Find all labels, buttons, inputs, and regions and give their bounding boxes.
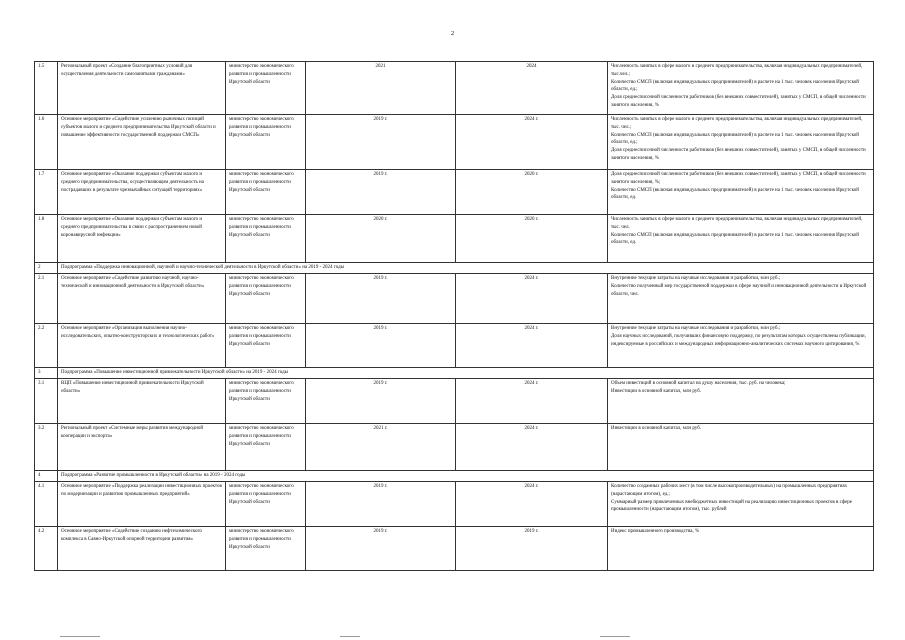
row-number: 3.2 (35, 424, 58, 471)
indicator-text: Доля среднесписочной численности работников (без внешних совместителей), занятых у СМСП, в общей численности занятого населения, % (611, 95, 866, 108)
table-row (35, 62, 874, 115)
indicator-text: Количество СМСП (включая индивидуальных предпринимателей) в расчете на 1 тыс. человек населения Иркутской области, ед.; (611, 79, 859, 93)
indicator-text: Количество полученный мер государственной поддержки в сфере научной и инновационной деятельности в Иркутской области, чел. (611, 283, 867, 297)
row-number: 1.6 (35, 115, 58, 170)
indicators-cell (608, 62, 874, 115)
indicators-cell (608, 424, 874, 471)
row-number: 2.1 (35, 274, 58, 324)
row-number: 3.1 (35, 379, 58, 424)
indicator-text: Доля среднесписочной численности работников (без внешних совместителей), занятых у СМСП, в общей численности занятого населения, % (611, 148, 866, 161)
end-year: 2024 г. (456, 424, 608, 471)
indicator-text: Количество СМСП (включая индивидуальных предпринимателей) в расчете на 1 тыс. человек населения Иркутской области, ед.; (611, 132, 859, 146)
indicators-cell (608, 324, 874, 368)
table-row (35, 527, 874, 571)
row-number: 1.7 (35, 170, 58, 215)
row-number: 4.2 (35, 527, 58, 571)
end-year: 2024 (456, 62, 608, 115)
start-year: 2019 г. (306, 274, 456, 324)
executor: министерство экономического развития и промышленности Иркутской области (226, 274, 306, 324)
indicators-cell (608, 274, 874, 324)
end-year: 2020 г. (456, 215, 608, 263)
section-row (35, 471, 874, 482)
indicators-cell (608, 527, 874, 571)
measure-name: Основное мероприятие «Оказание поддержки субъектам малого и среднего предпринимательства, осуществляющим деятельность на пострадавших в результате чрезвычайных ситуаций территориях» (58, 170, 226, 215)
indicator-text: Численность занятых в сфере малого и среднего предпринимательства, включая индивидуальных предпринимателей, тыс. чел. (611, 217, 863, 230)
start-year: 2019 г. (306, 379, 456, 424)
executor: министерство экономического развития и промышленности Иркутской области (226, 170, 306, 215)
measure-name: ВЦП «Повышение инвестиционной привлекательности Иркутской области» (58, 379, 226, 424)
row-number: 1.5 (35, 62, 58, 115)
scan-mark (60, 636, 100, 637)
indicator-text: Количество созданных рабочих мест (в том числе высокопроизводительных) на промышленных предприятиях (нарастающим итогом), ед.; (611, 484, 848, 497)
measure-name: Основное мероприятие «Оказание поддержки субъектам малого и среднего предпринимательства в связи с распространением новой коронавирусной инфекции» (58, 215, 226, 263)
indicator-text: Суммарный размер привлеченных внебюджетных инвестиций на реализацию инвестиционных проектов в сфере промышленности (нарастающим итогом), тыс. рублей (611, 499, 853, 513)
indicator-text: Количество СМСП (включая индивидуальных предпринимателей) в расчете на 1 тыс. человек населения Иркутской области, ед. (611, 232, 859, 246)
measure-name: Основное мероприятие «Содействие усилению рыночных позиций субъектов малого и среднего предпринимательства Иркутской области и повышение эффективности государственной поддержки СМСП» (58, 115, 226, 170)
table-row (35, 482, 874, 527)
end-year: 2024 г. (456, 115, 608, 170)
indicators-cell (608, 482, 874, 527)
indicator-text: Внутренние текущие затраты на научные исследования и разработки, млн руб.; (611, 276, 781, 281)
table-row (35, 424, 874, 471)
measure-name: Основное мероприятие «Содействие созданию нефтехимического комплекса в Саяно-Иркутской опорной территории развития» (58, 527, 226, 571)
program-table (34, 61, 874, 571)
table-row (35, 324, 874, 368)
indicator-text: Внутренние текущие затраты на научные исследования и разработки, млн руб.; (611, 326, 781, 331)
scan-mark (600, 636, 630, 637)
section-title: Подпрограмма «Поддержка инновационной, научной и научно-технической деятельности в Иркутской области» на 2019 - 2024 годы (58, 263, 874, 274)
indicator-text: Доля научных исследований, получивших финансовую поддержку, по результатам которых осуществлены публикации, индексируемые в российских и международных информационно-аналитических системах научного цитирования, % (611, 333, 866, 347)
indicator-text: Количество СМСП (включая индивидуальных предпринимателей) в расчете на 1 тыс. человек населения Иркутской области, ед. (611, 187, 859, 201)
indicators-cell (608, 170, 874, 215)
section-number: 4 (35, 471, 58, 482)
measure-name: Основное мероприятие «Содействие развитию научной, научно-технической и инновационной деятельности в Иркутской области» (58, 274, 226, 324)
section-number: 2 (35, 263, 58, 274)
executor: министерство экономического развития и промышленности Иркутской области (226, 424, 306, 471)
start-year: 2021 (306, 62, 456, 115)
indicators-cell (608, 215, 874, 263)
end-year: 2020 г. (456, 170, 608, 215)
indicator-text: Объем инвестиций в основной капитал на душу населения, тыс. руб. на человека; (611, 381, 786, 386)
measure-name: Основное мероприятие «Организация выполнения научно-исследовательских, опытно-конструкторских и технологических работ» (58, 324, 226, 368)
start-year: 2019 г. (306, 527, 456, 571)
executor: министерство экономического развития и промышленности Иркутской области (226, 379, 306, 424)
measure-name: Основное мероприятие «Поддержка реализации инвестиционных проектов по модернизации и развитию промышленных предприятий» (58, 482, 226, 527)
table-row (35, 379, 874, 424)
table-row (35, 274, 874, 324)
indicator-text: Инвестиции в основной капитал, млн руб. (611, 388, 702, 394)
executor: министерство экономического развития и промышленности Иркутской области (226, 527, 306, 571)
start-year: 2019 г. (306, 324, 456, 368)
start-year: 2019 г. (306, 170, 456, 215)
table-row (35, 115, 874, 170)
measure-name: Региональный проект «Создание благоприятных условий для осуществления деятельности самозанятыми гражданами» (58, 62, 226, 115)
start-year: 2019 г. (306, 115, 456, 170)
indicator-text: Численность занятых в сфере малого и среднего предпринимательства, включая индивидуальных предпринимателей, тыс.чел.; (611, 64, 863, 77)
end-year: 2024 г. (456, 379, 608, 424)
section-row (35, 368, 874, 379)
indicator-text: Численность занятых в сфере малого и среднего предпринимательства, включая индивидуальных предпринимателей, тыс. чел.; (611, 117, 863, 130)
start-year: 2021 г. (306, 424, 456, 471)
scan-mark (340, 636, 360, 637)
indicator-text: Индекс промышленного производства, % (611, 529, 700, 534)
executor: министерство экономического развития и промышленности Иркутской области (226, 324, 306, 368)
row-number: 1.8 (35, 215, 58, 263)
measure-name: Региональный проект «Системные меры развития международной кооперации и экспорта» (58, 424, 226, 471)
page-number: 2 (450, 30, 455, 37)
indicator-text: Инвестиции в основной капитал, млн руб. (611, 426, 702, 431)
section-title: Подпрограмма «Повышение инвестиционной привлекательности Иркутской области» на 2019 - 2024 годы (58, 368, 874, 379)
start-year: 2019 г. (306, 482, 456, 527)
end-year: 2024 г. (456, 324, 608, 368)
section-row (35, 263, 874, 274)
indicators-cell (608, 379, 874, 424)
start-year: 2020 г. (306, 215, 456, 263)
indicator-text: Доля среднесписочной численности работников (без внешних совместителей), занятых у СМСП, в общей численности занятого населения, %; (611, 172, 866, 185)
table-row (35, 170, 874, 215)
executor: министерство экономического развития и промышленности Иркутской области (226, 115, 306, 170)
end-year: 2024 г. (456, 482, 608, 527)
end-year: 2024 г. (456, 274, 608, 324)
row-number: 4.1 (35, 482, 58, 527)
section-number: 3 (35, 368, 58, 379)
executor: министерство экономического развития и промышленности Иркутской области (226, 482, 306, 527)
indicators-cell (608, 115, 874, 170)
end-year: 2019 г. (456, 527, 608, 571)
table-row (35, 215, 874, 263)
section-title: Подпрограмма «Развитие промышленности в Иркутской области» на 2019 - 2024 годы (58, 471, 874, 482)
executor: министерство экономического развития и промышленности Иркутской области (226, 215, 306, 263)
row-number: 2.2 (35, 324, 58, 368)
executor: министерство экономического развития и промышленности Иркутской области (226, 62, 306, 115)
